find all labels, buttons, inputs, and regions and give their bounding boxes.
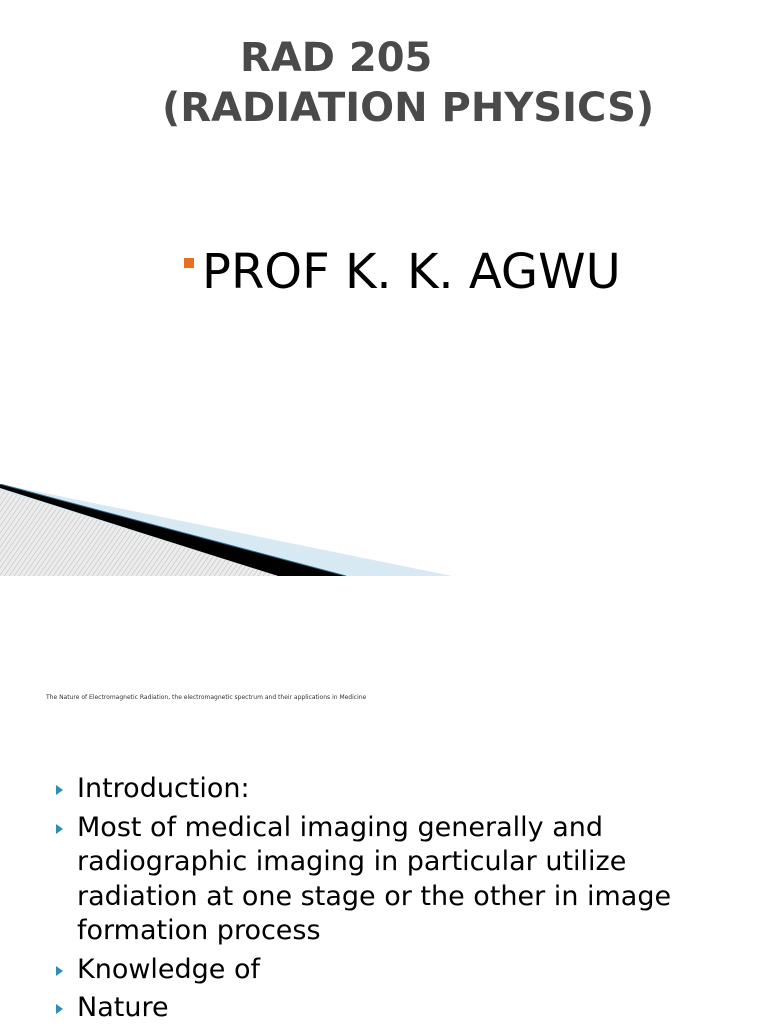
- triangle-bullet-icon: [56, 966, 63, 976]
- triangle-bullet-icon: [56, 1004, 63, 1014]
- list-item: [56, 811, 736, 949]
- slide-title-line-2: (RADIATION PHYSICS): [162, 85, 655, 131]
- list-item-text: Most of medical imaging generally and radiographic imaging in particular utilize radiation at one stage or the other in image formation process: [77, 811, 672, 946]
- presenter-name: PROF K. K. AGWU: [202, 244, 621, 300]
- list-item: [56, 953, 736, 988]
- list-item-text: Knowledge of: [77, 953, 261, 985]
- triangle-bullet-icon: [56, 824, 63, 834]
- bullet-list: [56, 772, 736, 1024]
- slide-subtitle: The Nature of Electromagnetic Radiation, the electromagnetic spectrum and their applications in Medicine: [46, 694, 367, 701]
- slide-title-line-1: RAD 205: [240, 35, 433, 81]
- square-bullet-icon: [184, 258, 194, 268]
- list-item: [56, 772, 736, 807]
- list-item: [56, 991, 736, 1024]
- list-item-text: Nature: [77, 992, 169, 1023]
- list-item-text: Introduction:: [77, 773, 250, 804]
- content-slide: [0, 576, 768, 1024]
- decorative-stripe-graphic: [0, 484, 768, 576]
- triangle-bullet-icon: [56, 785, 63, 795]
- presenter-bullet: [184, 246, 621, 298]
